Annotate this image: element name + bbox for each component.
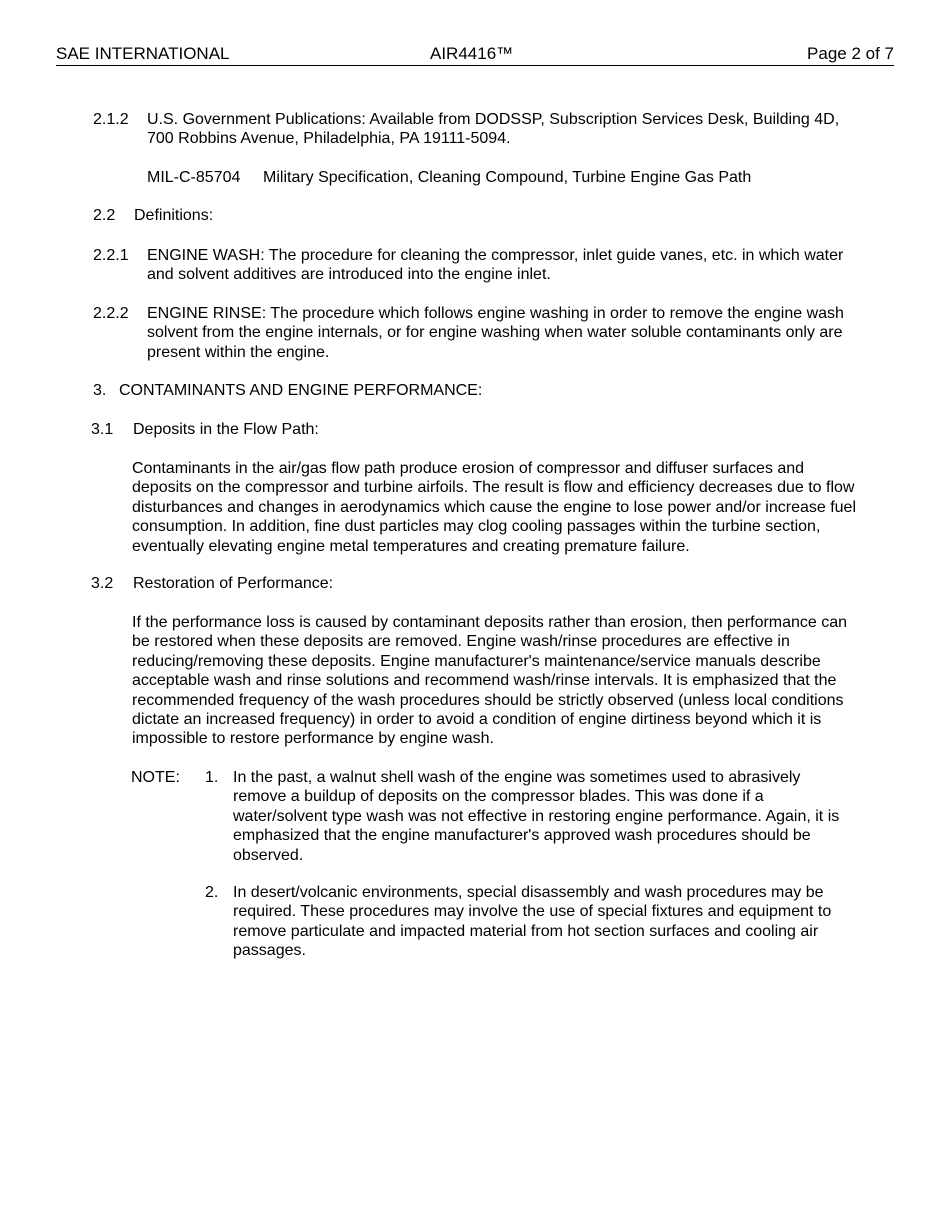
header-document-number: AIR4416™ [430,44,514,63]
section-number: 3.1 [91,421,114,438]
header-organization: SAE INTERNATIONAL [56,44,230,63]
note-item-text: In desert/volcanic environments, special disassembly and wash procedures may be required. These procedures may involve the use of special fixtures and equipment to remove particulate and impacted material from hot section surfaces and cooling air passages. [233,884,832,960]
section-paragraph: If the performance loss is caused by contaminant deposits rather than erosion, then performance can be restored when these deposits are removed. Engine wash/rinse procedures are effective in reducing/removing these deposits. Engine manufacturer's maintenance/service manuals describe acceptable wash and rinse solutions and recommend wash/rinse intervals. It is emphasized that the recommended frequency of the wash procedures should be strictly observed (unless local conditions dictate an increased frequency) in order to avoid a condition of engine dirtiness beyond which it is impossible to restore performance by engine wash. [132,614,848,748]
section-heading: Definitions: [134,207,214,224]
note-label: NOTE: [131,769,180,786]
section-number: 2.2.1 [93,247,129,264]
section-paragraph: Contaminants in the air/gas flow path produce erosion of compressor and diffuser surfaces and deposits on the compressor and turbine airfoils. The result is flow and efficiency decreases due to flow disturbances and changes in aerodynamics which cause the engine to lose power and/or increase fuel consumption. In addition, fine dust particles may clog cooling passages within the turbine section, eventually elevating engine metal temperatures and creating premature failure. [132,460,856,555]
section-number: 2.2 [93,207,116,224]
section-heading: CONTAMINANTS AND ENGINE PERFORMANCE: [119,382,483,399]
note-item-number: 1. [205,769,219,786]
section-number: 3.2 [91,575,114,592]
spec-code: MIL-C-85704 [147,169,241,186]
spec-title: Military Specification, Cleaning Compound, Turbine Engine Gas Path [263,169,752,186]
section-text: ENGINE WASH: The procedure for cleaning the compressor, inlet guide vanes, etc. in which water and solvent additives are introduced into the engine inlet. [147,247,844,284]
section-number: 3. [93,382,107,399]
page-header [56,44,894,66]
note-item-text: In the past, a walnut shell wash of the engine was sometimes used to abrasively remove a buildup of deposits on the compressor blades. This was done if a water/solvent type wash was not effective in restoring engine performance. Again, it is emphasized that the engine manufacturer's approved wash procedures should be observed. [233,769,840,864]
section-number: 2.2.2 [93,305,129,322]
section-text: ENGINE RINSE: The procedure which follows engine washing in order to remove the engine wash solvent from the engine internals, or for engine washing when water soluble contaminants only are present within the engine. [147,305,844,361]
section-number: 2.1.2 [93,111,129,128]
section-heading: Deposits in the Flow Path: [133,421,319,438]
section-text: U.S. Government Publications: Available from DODSSP, Subscription Services Desk, Building 4D, 700 Robbins Avenue, Philadelphia, PA 19111-5094. [147,111,840,148]
note-item-number: 2. [205,884,219,901]
header-page-number: Page 2 of 7 [807,44,894,63]
section-heading: Restoration of Performance: [133,575,334,592]
